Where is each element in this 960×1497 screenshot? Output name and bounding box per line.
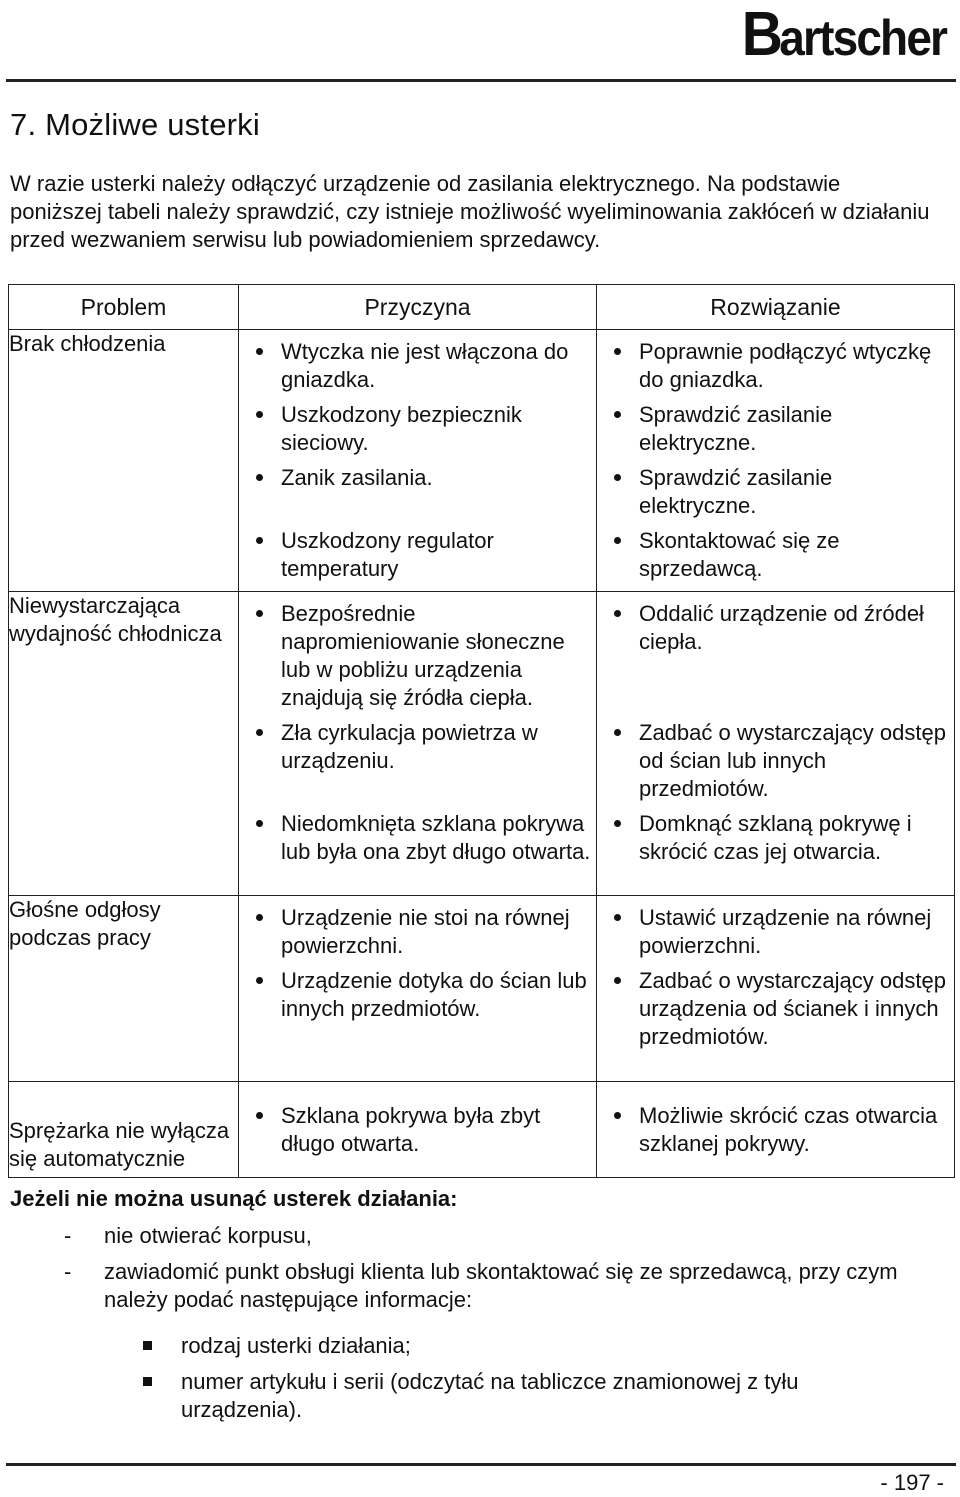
- cause-item: Uszkodzony bezpiecznik sieciowy.: [281, 401, 596, 457]
- list-item: [0, 1258, 900, 1314]
- table-row: [9, 330, 955, 592]
- solution-item: Możliwie skrócić czas otwarcia szklanej pokrywy.: [639, 1102, 954, 1158]
- solution-item: Ustawić urządzenie na równej powierzchni.: [639, 904, 954, 960]
- table-row: [9, 592, 955, 896]
- square-bullet-icon: [143, 1341, 152, 1350]
- dash-list: [0, 1222, 900, 1314]
- problem-cell: Brak chłodzenia: [9, 330, 239, 592]
- unresolved-faults-heading: Jeżeli nie można usunąć usterek działania:: [10, 1186, 458, 1211]
- list-item: [0, 1332, 800, 1360]
- dash-bullet: -: [64, 1259, 72, 1284]
- cause-item: Uszkodzony regulator temperatury: [281, 527, 596, 583]
- solution-item: Sprawdzić zasilanie elektryczne.: [639, 401, 954, 457]
- table-row: [9, 1082, 955, 1178]
- cause-item: Wtyczka nie jest włączona do gniazdka.: [281, 338, 596, 394]
- solution-item: Skontaktować się ze sprzedawcą.: [639, 527, 954, 583]
- solution-item: Poprawnie podłączyć wtyczkę do gniazdka.: [639, 338, 954, 394]
- troubleshooting-table: [8, 284, 955, 1178]
- cause-item: Niedomknięta szklana pokrywa lub była ona zbyt długo otwarta.: [281, 810, 596, 866]
- solution-cell: [597, 592, 955, 896]
- cause-cell: [239, 592, 597, 896]
- cause-cell: [239, 330, 597, 592]
- solution-item: Oddalić urządzenie od źródeł ciepła.: [639, 600, 954, 656]
- list-item: [0, 1222, 900, 1250]
- list-item-text: zawiadomić punkt obsługi klienta lub skontaktować się ze sprzedawcą, przy czym należy podać następujące informacje:: [104, 1259, 898, 1312]
- cause-cell: [239, 896, 597, 1082]
- solution-item: Zadbać o wystarczający odstęp od ścian lub innych przedmiotów.: [639, 719, 954, 803]
- solution-cell: [597, 1082, 955, 1178]
- list-item-text: numer artykułu i serii (odczytać na tabliczce znamionowej z tyłu urządzenia).: [181, 1369, 799, 1422]
- list-item-text: nie otwierać korpusu,: [104, 1223, 312, 1248]
- cause-item: Urządzenie nie stoi na równej powierzchni.: [281, 904, 596, 960]
- solution-item: Domknąć szklaną pokrywę i skrócić czas jej otwarcia.: [639, 810, 954, 866]
- problem-cell: Sprężarka nie wyłącza się automatycznie: [9, 1082, 239, 1178]
- cause-item: Zanik zasilania.: [281, 464, 596, 492]
- square-bullet-list: [0, 1332, 800, 1424]
- cause-item: Bezpośrednie napromieniowanie słoneczne lub w pobliżu urządzenia znajdują się źródła ciepła.: [281, 600, 596, 712]
- solution-item: Sprawdzić zasilanie elektryczne.: [639, 464, 954, 520]
- header-divider: [6, 79, 956, 82]
- cause-cell: [239, 1082, 597, 1178]
- solution-cell: [597, 896, 955, 1082]
- page-number: - 197 -: [880, 1470, 944, 1495]
- cause-item: Zła cyrkulacja powietrza w urządzeniu.: [281, 719, 596, 775]
- bartscher-logo: Bartscher: [741, 0, 946, 69]
- solution-item: Zadbać o wystarczający odstęp urządzenia od ścianek i innych przedmiotów.: [639, 967, 954, 1051]
- cause-item: Szklana pokrywa była zbyt długo otwarta.: [281, 1102, 596, 1158]
- square-bullet-icon: [143, 1377, 152, 1386]
- header-problem: Problem: [9, 285, 239, 330]
- list-item: [0, 1368, 800, 1424]
- list-item-text: rodzaj usterki działania;: [181, 1333, 411, 1358]
- intro-paragraph: W razie usterki należy odłączyć urządzenie od zasilania elektrycznego. Na podstawie poniższej tabeli należy sprawdzić, czy istnieje możliwość wyeliminowania zakłóceń w działaniu przed wezwaniem serwisu lub powiadomieniem sprzedawcy.: [10, 171, 930, 252]
- section-title: 7. Możliwe usterki: [10, 107, 260, 142]
- header-solution: Rozwiązanie: [597, 285, 955, 330]
- table-row: [9, 896, 955, 1082]
- header-cause: Przyczyna: [239, 285, 597, 330]
- dash-bullet: -: [64, 1223, 72, 1248]
- cause-item: Urządzenie dotyka do ścian lub innych przedmiotów.: [281, 967, 596, 1023]
- table-header-row: [9, 285, 955, 330]
- problem-cell: Niewystarczająca wydajność chłodnicza: [9, 592, 239, 896]
- problem-cell: Głośne odgłosy podczas pracy: [9, 896, 239, 1082]
- solution-cell: [597, 330, 955, 592]
- footer-divider: [6, 1463, 956, 1466]
